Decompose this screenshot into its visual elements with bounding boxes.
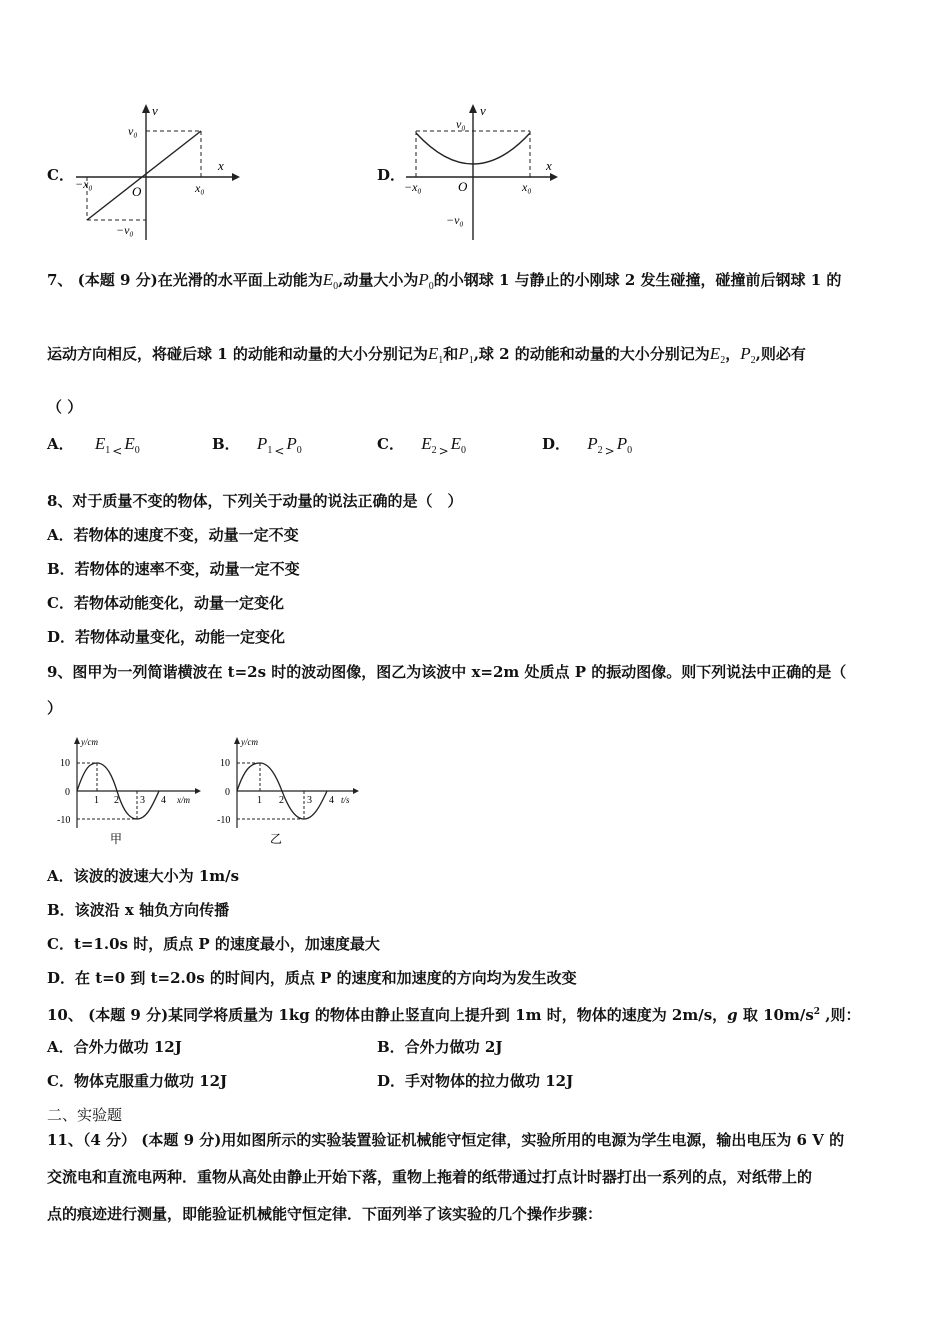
q7-option-a[interactable]: A． $E_1$ $_<$ $E_0$ [47, 434, 140, 458]
q9-option-c[interactable]: C．t=1.0s 时，质点 P 的速度最小，加速度最大 [47, 935, 380, 953]
tick-x-3: 3 [140, 795, 145, 806]
velocity-line [87, 131, 201, 220]
q8-option-c[interactable]: C．若物体动能变化，动量一定变化 [47, 594, 284, 612]
origin-label: O [132, 184, 142, 199]
q7-text: ,球 2 的动能和动量的大小分别记为 [473, 345, 710, 363]
q7-text: 的小钢球 1 与静止的小刚球 2 发生碰撞，碰撞前后钢球 1 的 [433, 271, 842, 289]
x-axis-arrow [195, 788, 201, 794]
q8-option-b[interactable]: B．若物体的速率不变，动量一定不变 [47, 560, 300, 578]
e1-symbol: $E_1$ [427, 344, 444, 366]
t-label: t/s [341, 795, 350, 805]
section-title-experiment: 二、实验题 [47, 1106, 123, 1124]
q9-option-b[interactable]: B．该波沿 x 轴负方向传播 [47, 901, 230, 919]
graph-yi-vibration [215, 733, 365, 848]
q9-stem-line1: 9、图甲为一列简谐横波在 t=2s 时的波动图像，图乙为该波中 x=2m 处质点 P 的振动图像。则下列说法中正确的是（ [47, 663, 847, 681]
q9-stem-line2: ） [47, 699, 63, 717]
neg-v0-label: −v₀ [116, 223, 134, 237]
neg-x0-label: −x₀ [404, 180, 422, 194]
q11-line1: 11、（4 分） (本题 9 分)用如图所示的实验装置验证机械能守恒定律，实验所用的电源为学生电源，输出电压为 6 V 的 [47, 1131, 845, 1149]
tick-y-10: 10 [220, 758, 230, 769]
q10-option-d[interactable]: D．手对物体的拉力做功 12J [377, 1072, 574, 1090]
q8-option-d[interactable]: D．若物体动量变化，动能一定变化 [47, 628, 286, 646]
v0-label: v₀ [456, 117, 466, 131]
q7-line2 [47, 344, 806, 367]
y-label: y/cm [81, 737, 98, 747]
tick-y-0: 0 [65, 787, 70, 798]
tick-t-3: 3 [307, 795, 312, 806]
tick-t-2: 2 [279, 795, 284, 806]
q7-text: 运动方向相反，将碰后球 1 的动能和动量的大小分别记为 [47, 345, 428, 363]
y-axis-label: v [480, 103, 486, 118]
q10-stem: 10、 (本题 9 分)某同学将质量为 1kg 的物体由静止竖直向上提升到 1m 时，物体的速度为 2m/s，g 取 $10m/s^2$ ,则： [47, 1006, 861, 1024]
q11-line3: 点的痕迹进行测量，即能验证机械能守恒定律．下面列举了该实验的几个操作步骤： [47, 1205, 603, 1223]
tick-t-1: 1 [257, 795, 262, 806]
q9-option-d[interactable]: D．在 t=0 到 t=2.0s 的时间内，质点 P 的速度和加速度的方向均为发生改变 [47, 969, 577, 987]
tick-y-0: 0 [225, 787, 230, 798]
y-axis-arrow [469, 104, 477, 113]
e2-symbol: $E_2$ [709, 344, 726, 366]
q8-option-a[interactable]: A．若物体的速度不变，动量一定不变 [47, 526, 299, 544]
graph-c-v-x [70, 100, 240, 245]
tick-y-neg10: -10 [57, 815, 71, 826]
p2-symbol: $P_2$ [740, 344, 756, 366]
tick-y-10: 10 [60, 758, 70, 769]
caption-jia: 甲 [110, 832, 123, 846]
x0-label: x₀ [522, 180, 532, 194]
y-axis-arrow [234, 737, 240, 744]
q7-text: ， [725, 345, 741, 363]
p0-symbol: $P_0$ [418, 270, 434, 292]
q7-text: 7、 (本题 9 分)在光滑的水平面上动能为 [47, 271, 323, 289]
q11-line2: 交流电和直流电两种．重物从高处由静止开始下落，重物上拖着的纸带通过打点计时器打出一系列的点，对纸带上的 [47, 1168, 813, 1186]
v0-label: v₀ [128, 124, 138, 138]
q10-option-b[interactable]: B．合外力做功 2J [377, 1038, 503, 1056]
neg-v0-label: −v₀ [446, 213, 464, 227]
q9-option-a[interactable]: A．该波的波速大小为 1m/s [47, 867, 240, 885]
x-axis-arrow [550, 173, 558, 181]
graph-jia-wave [55, 733, 205, 848]
origin-label: O [458, 179, 468, 194]
q7-option-c[interactable]: C． $E_2$ $_>$ $E_0$ [377, 434, 467, 458]
q7-text: ,动量大小为 [338, 271, 419, 289]
x-axis-arrow [232, 173, 240, 181]
q7-line3: （ ） [47, 398, 83, 416]
x-label: x/m [177, 795, 190, 805]
x0-label: x₀ [195, 181, 205, 195]
p1-symbol: $P_1$ [458, 344, 474, 366]
q10-option-c[interactable]: C．物体克服重力做功 12J [47, 1072, 228, 1090]
tick-x-1: 1 [94, 795, 99, 806]
neg-x0-label: −x₀ [75, 177, 93, 191]
tick-y-neg10: -10 [217, 815, 231, 826]
y-axis-arrow [74, 737, 80, 744]
q7-line1 [47, 270, 841, 293]
y-label: y/cm [241, 737, 258, 747]
q7-option-b[interactable]: B． $P_1$ $_<$ $P_0$ [212, 434, 302, 458]
e0-symbol: $E_0$ [322, 270, 339, 292]
q7-text: ,则必有 [755, 345, 806, 363]
tick-x-4: 4 [161, 795, 166, 806]
graph-d-v-x [400, 100, 570, 245]
option-c-label: C． [47, 166, 74, 184]
tick-t-4: 4 [329, 795, 334, 806]
tick-x-2: 2 [114, 795, 119, 806]
q10-option-a[interactable]: A．合外力做功 12J [47, 1038, 182, 1056]
caption-yi: 乙 [270, 832, 283, 846]
x-axis-label: x [546, 158, 552, 173]
q8-stem: 8、对于质量不变的物体，下列关于动量的说法正确的是（ ） [47, 492, 463, 510]
y-axis-arrow [142, 104, 150, 113]
q7-text: 和 [443, 345, 459, 363]
q7-option-d[interactable]: D． $P_2$ $_>$ $P_0$ [542, 434, 633, 458]
x-axis-label: x [218, 158, 224, 173]
t-axis-arrow [353, 788, 359, 794]
option-d-label: D． [377, 166, 406, 184]
y-axis-label: v [152, 103, 158, 118]
